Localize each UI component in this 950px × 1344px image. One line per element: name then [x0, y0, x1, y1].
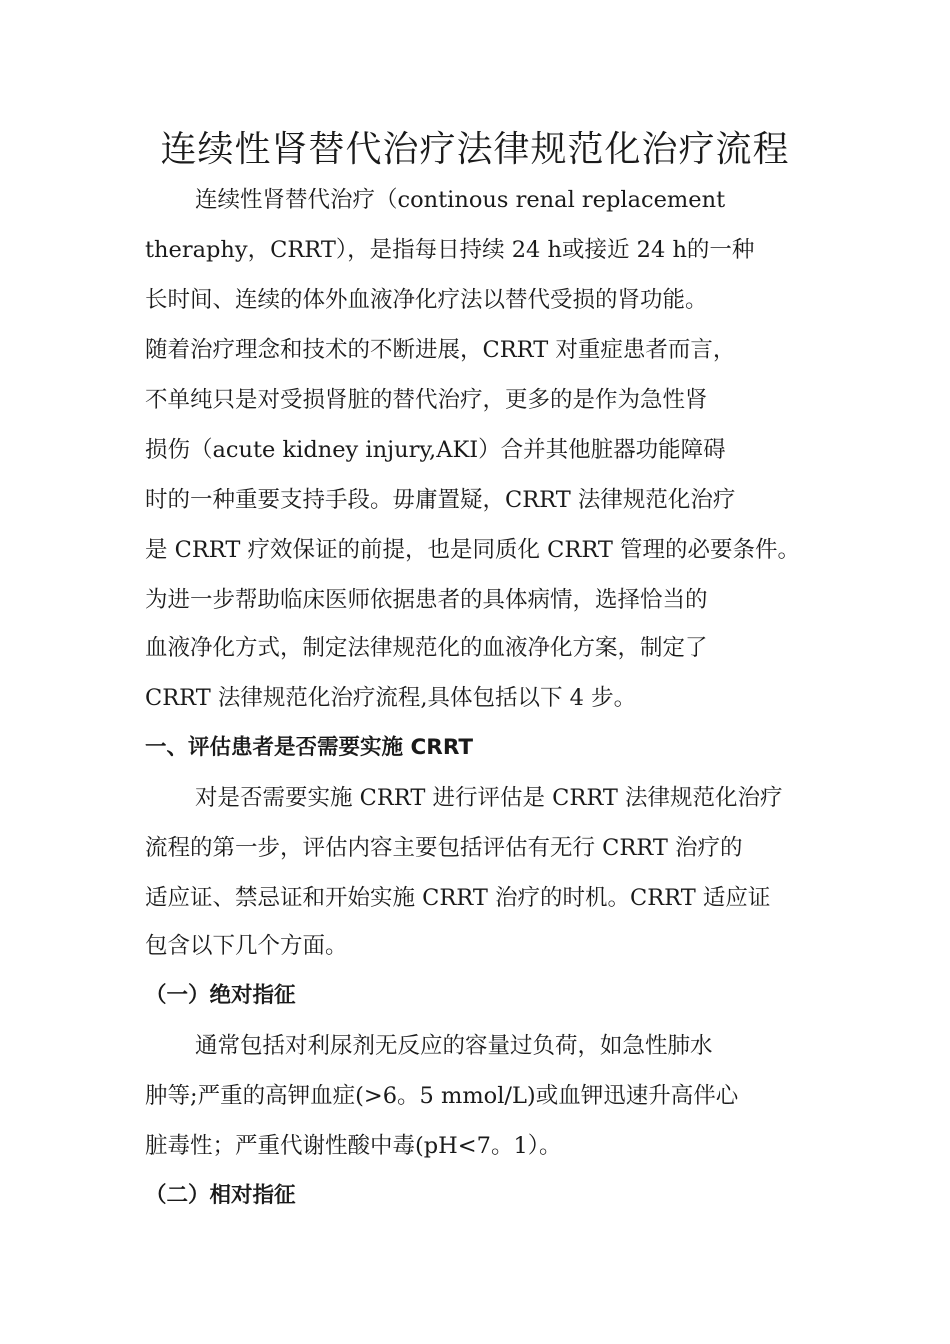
intro-line: 时的一种重要支持手段。毋庸置疑，CRRT 法律规范化治疗 [145, 487, 736, 513]
subsection-heading-1: （一）绝对指征 [145, 983, 296, 1008]
intro-line: 血液净化方式，制定法律规范化的血液净化方案，制定了 [145, 635, 708, 661]
intro-line: 不单纯只是对受损肾脏的替代治疗，更多的是作为急性肾 [145, 387, 708, 413]
document-title: 连续性肾替代治疗法律规范化治疗流程 [160, 129, 790, 170]
intro-line: 为进一步帮助临床医师依据患者的具体病情，选择恰当的 [145, 587, 708, 613]
section-heading-1: 一、评估患者是否需要实施 CRRT [145, 735, 474, 760]
section1-line: 包含以下几个方面。 [145, 933, 348, 959]
sub1-line: 通常包括对利尿剂无反应的容量过负荷，如急性肺水 [195, 1033, 713, 1059]
intro-line: 是 CRRT 疗效保证的前提，也是同质化 CRRT 管理的必要条件。 [145, 537, 801, 563]
intro-line: 损伤（acute kidney injury,AKI）合并其他脏器功能障碍 [145, 437, 726, 463]
subsection-heading-2: （二）相对指征 [145, 1183, 296, 1208]
intro-line: 随着治疗理念和技术的不断进展，CRRT 对重症患者而言， [145, 337, 736, 363]
sub1-line: 肿等;严重的高钾血症(>6。5 mmol/L)或血钾迅速升高伴心 [145, 1083, 739, 1109]
section1-line: 流程的第一步，评估内容主要包括评估有无行 CRRT 治疗的 [145, 835, 743, 861]
sub1-line: 脏毒性；严重代谢性酸中毒(pH<7。1）。 [145, 1133, 562, 1159]
intro-line: CRRT 法律规范化治疗流程,具体包括以下 4 步。 [145, 685, 637, 711]
intro-line: 长时间、连续的体外血液净化疗法以替代受损的肾功能。 [145, 287, 708, 313]
section1-line: 适应证、禁忌证和开始实施 CRRT 治疗的时机。CRRT 适应证 [145, 885, 771, 911]
intro-line: 连续性肾替代治疗（continous renal replacement [195, 187, 726, 213]
section1-line: 对是否需要实施 CRRT 进行评估是 CRRT 法律规范化治疗 [195, 785, 783, 811]
intro-line: theraphy，CRRT），是指每日持续 24 h或接近 24 h的一种 [145, 237, 755, 263]
